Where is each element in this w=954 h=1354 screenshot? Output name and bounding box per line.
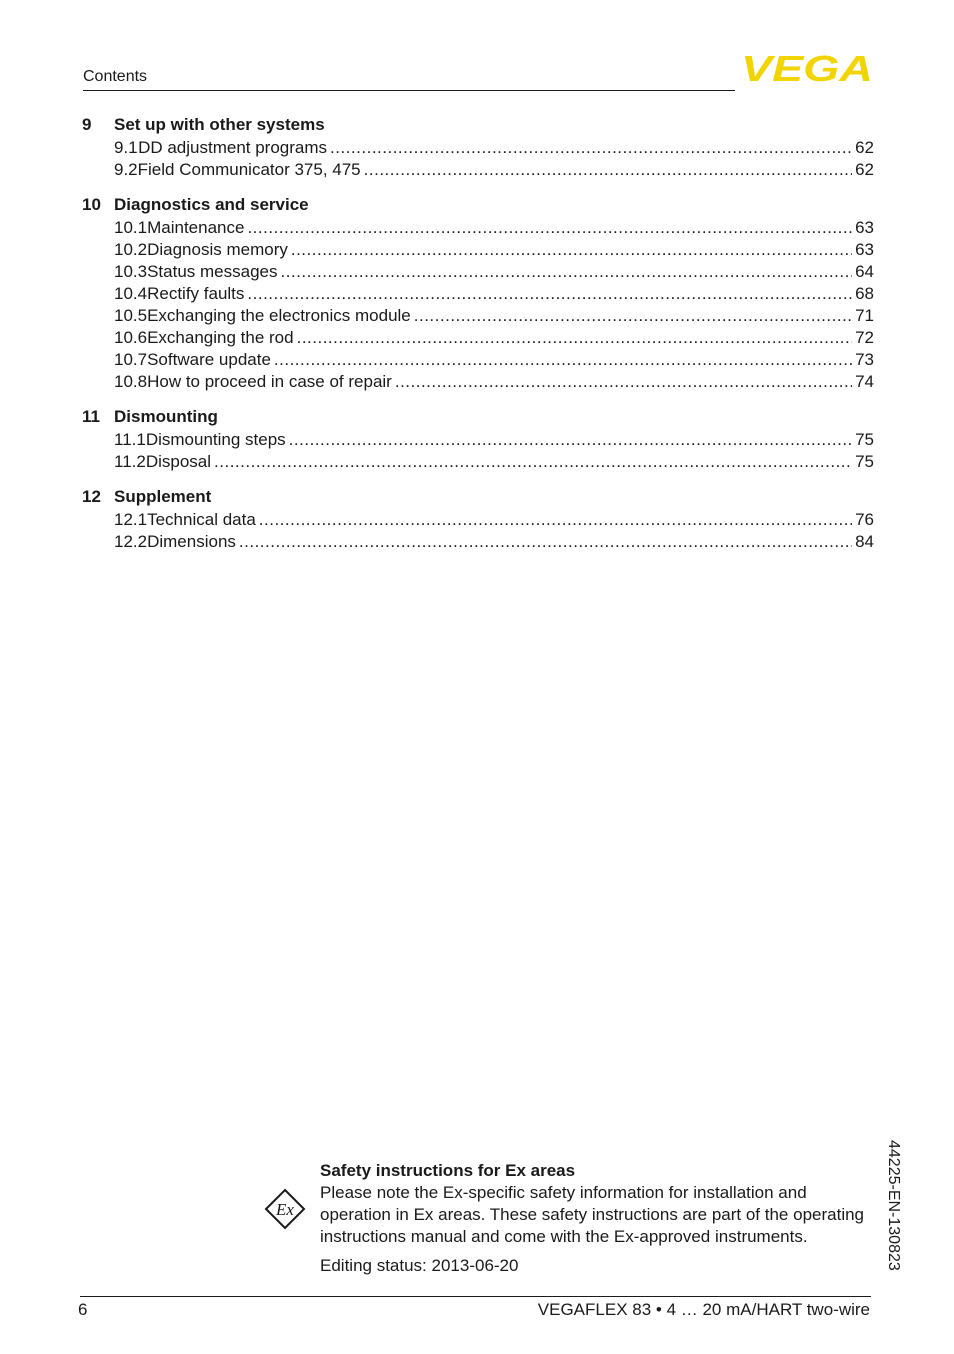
- entry-number: 10.4: [114, 284, 148, 303]
- entry-title: Field Communicator 375, 475: [137, 160, 361, 179]
- entry-page: 73: [855, 350, 874, 369]
- entry-page: 68: [855, 284, 874, 303]
- toc-entry[interactable]: [82, 451, 874, 473]
- dot-leader: [289, 429, 852, 451]
- page-number: 6: [78, 1300, 88, 1319]
- toc-entry[interactable]: [82, 261, 874, 283]
- entry-page: 72: [855, 328, 874, 347]
- entry-title: Software update: [147, 350, 271, 369]
- toc-entry[interactable]: [82, 217, 874, 239]
- entry-number: 12.1: [114, 510, 148, 529]
- dot-leader: [330, 137, 852, 159]
- entry-title: How to proceed in case of repair: [147, 372, 392, 391]
- toc-entry[interactable]: [82, 283, 874, 305]
- toc-entry[interactable]: [82, 349, 874, 371]
- toc-section-heading[interactable]: [82, 193, 874, 217]
- toc-entry[interactable]: [82, 531, 874, 553]
- dot-leader: [291, 239, 852, 261]
- entry-page: 84: [855, 532, 874, 551]
- section-number: 12: [82, 487, 101, 506]
- document-code: 44225-EN-130823: [885, 1140, 902, 1271]
- toc-entry[interactable]: [82, 509, 874, 531]
- table-of-contents: [82, 113, 874, 565]
- svg-text:VEGA: VEGA: [741, 52, 873, 84]
- footer-title: VEGAFLEX 83 • 4 … 20 mA/HART two-wire: [537, 1300, 870, 1319]
- safety-body: Please note the Ex-specific safety information for installation and operation in Ex areas. These safety instructions are part of the operating instructions manual and come with the Ex-approved instruments.: [320, 1183, 864, 1246]
- entry-title: Rectify faults: [147, 284, 245, 303]
- section-title: Supplement: [114, 487, 212, 506]
- toc-entry[interactable]: [82, 371, 874, 393]
- toc-entry[interactable]: [82, 159, 874, 181]
- entry-page: 63: [855, 218, 874, 237]
- toc-section-heading[interactable]: [82, 485, 874, 509]
- toc-section: [82, 405, 874, 473]
- footer-rule: [80, 1296, 871, 1297]
- entry-title: Exchanging the electronics module: [147, 306, 411, 325]
- dot-leader: [297, 327, 852, 349]
- toc-entry[interactable]: [82, 137, 874, 159]
- dot-leader: [281, 261, 853, 283]
- toc-entry[interactable]: [82, 327, 874, 349]
- entry-number: 11.1: [114, 430, 146, 449]
- section-number: 10: [82, 195, 101, 214]
- entry-title: DD adjustment programs: [138, 138, 328, 157]
- entry-title: Technical data: [147, 510, 256, 529]
- dot-leader: [395, 371, 852, 393]
- entry-page: 62: [855, 138, 874, 157]
- entry-title: Diagnosis memory: [147, 240, 288, 259]
- entry-page: 62: [855, 160, 874, 179]
- safety-notice: [320, 1160, 876, 1277]
- entry-page: 76: [855, 510, 874, 529]
- dot-leader: [414, 305, 852, 327]
- toc-entry[interactable]: [82, 239, 874, 261]
- entry-number: 12.2: [114, 532, 148, 551]
- dot-leader: [259, 509, 852, 531]
- section-number: 11: [82, 407, 100, 426]
- dot-leader: [247, 283, 852, 305]
- entry-title: Exchanging the rod: [147, 328, 294, 347]
- entry-page: 64: [855, 262, 874, 281]
- svg-text:Ex: Ex: [276, 1200, 294, 1219]
- entry-number: 10.7: [114, 350, 148, 369]
- entry-page: 74: [855, 372, 874, 391]
- toc-section-heading[interactable]: [82, 405, 874, 429]
- toc-section: [82, 193, 874, 393]
- entry-page: 63: [855, 240, 874, 259]
- dot-leader: [214, 451, 852, 473]
- entry-page: 75: [855, 430, 874, 449]
- entry-number: 11.2: [114, 452, 146, 471]
- entry-number: 10.2: [114, 240, 148, 259]
- entry-number: 10.6: [114, 328, 148, 347]
- section-title: Dismounting: [114, 407, 218, 426]
- dot-leader: [247, 217, 852, 239]
- section-title: Diagnostics and service: [114, 195, 309, 214]
- entry-number: 10.5: [114, 306, 148, 325]
- section-number: 9: [82, 115, 92, 134]
- entry-number: 10.3: [114, 262, 148, 281]
- editing-status: Editing status: 2013-06-20: [320, 1256, 519, 1275]
- entry-number: 9.1: [114, 138, 138, 157]
- dot-leader: [274, 349, 852, 371]
- entry-page: 75: [855, 452, 874, 471]
- entry-title: Disposal: [145, 452, 212, 471]
- toc-section-heading[interactable]: [82, 113, 874, 137]
- toc-entry[interactable]: [82, 429, 874, 451]
- header-rule: [83, 90, 735, 91]
- toc-entry[interactable]: [82, 305, 874, 327]
- toc-section: [82, 485, 874, 553]
- entry-title: Maintenance: [147, 218, 245, 237]
- dot-leader: [364, 159, 852, 181]
- vega-logo: [741, 52, 873, 84]
- dot-leader: [239, 531, 852, 553]
- ex-icon: [264, 1188, 306, 1230]
- entry-title: Dismounting steps: [145, 430, 286, 449]
- entry-number: 10.8: [114, 372, 148, 391]
- entry-title: Dimensions: [147, 532, 236, 551]
- entry-number: 9.2: [114, 160, 138, 179]
- header-label: Contents: [83, 68, 148, 85]
- entry-number: 10.1: [114, 218, 148, 237]
- entry-page: 71: [855, 306, 874, 325]
- safety-title: Safety instructions for Ex areas: [320, 1161, 576, 1180]
- section-title: Set up with other systems: [114, 115, 325, 134]
- entry-title: Status messages: [147, 262, 278, 281]
- toc-section: [82, 113, 874, 181]
